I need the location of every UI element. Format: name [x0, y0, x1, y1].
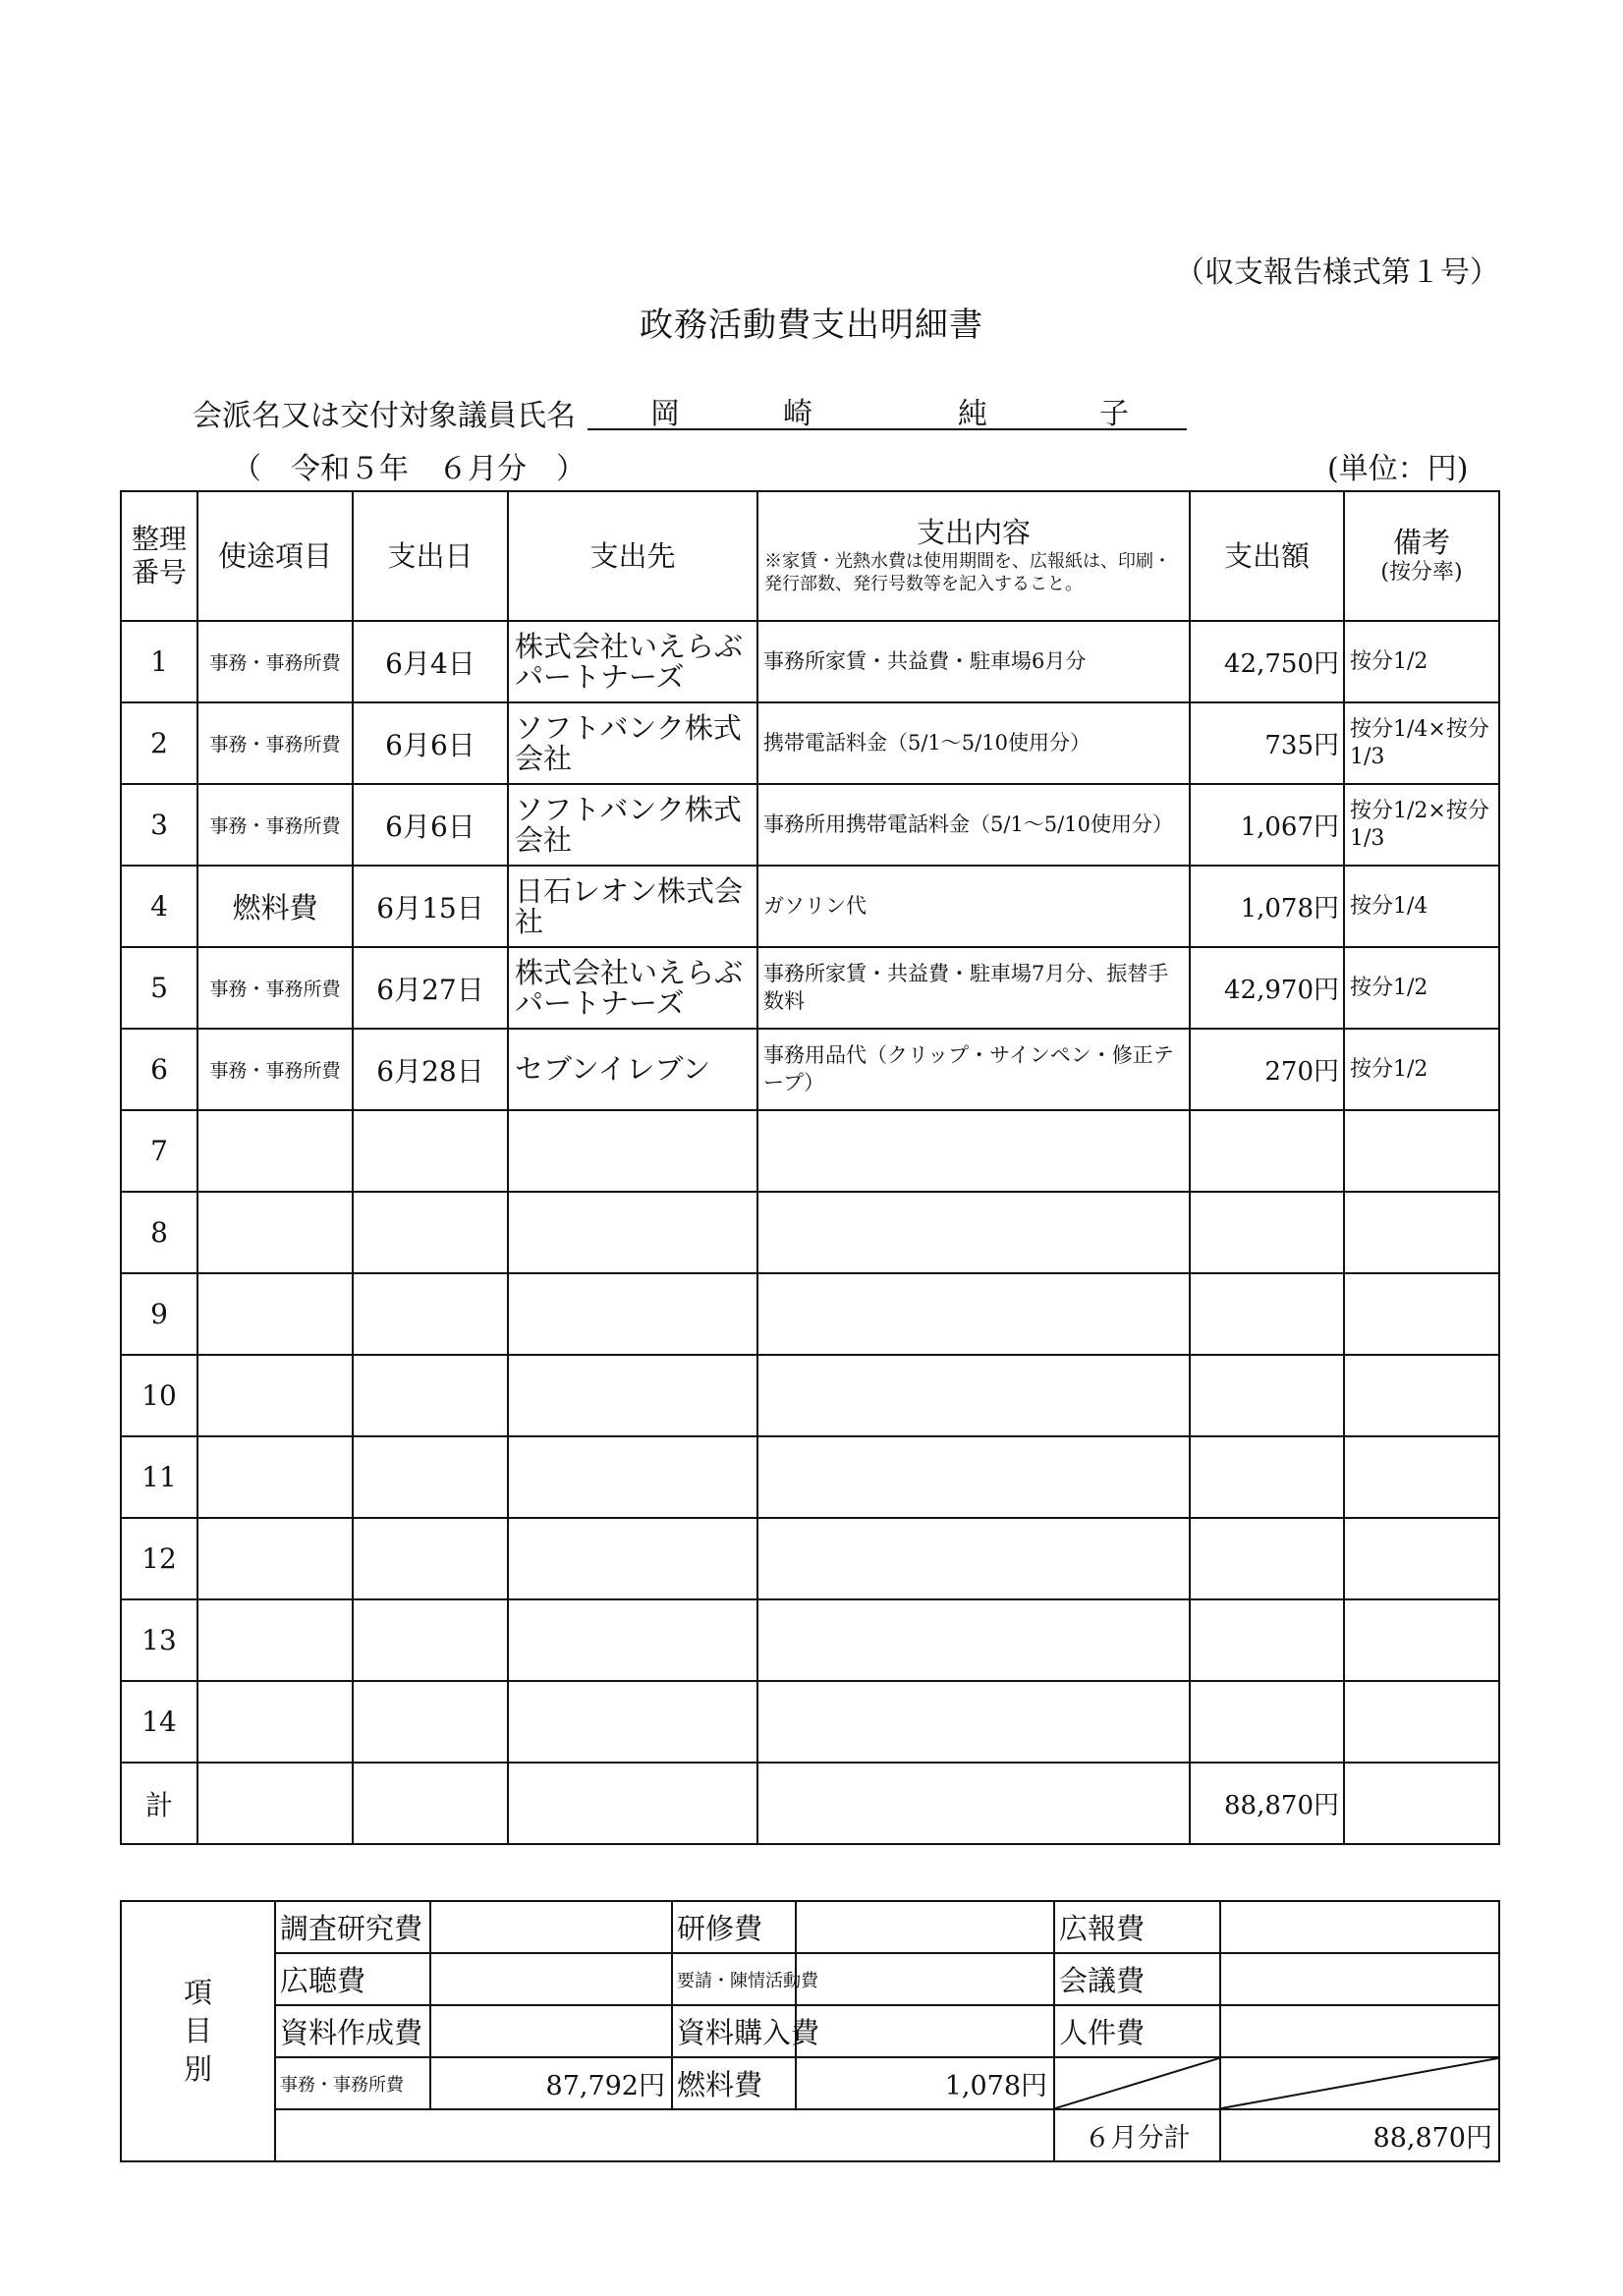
row-date: 6月6日: [353, 702, 508, 784]
row-use-category: 事務・事務所費: [197, 621, 353, 702]
row-use-category: 事務・事務所費: [197, 947, 353, 1029]
total-label: 計: [121, 1763, 197, 1844]
row-description: 事務用品代（クリップ・サインペン・修正テープ）: [757, 1029, 1190, 1110]
remarks-header-title: 備考: [1392, 526, 1450, 560]
row-date: [353, 1681, 508, 1763]
member-name-char: 子: [1099, 397, 1129, 431]
row-amount: [1190, 1518, 1344, 1599]
diagonal-blank-cell: [1220, 2057, 1499, 2109]
category-value: [796, 2005, 1054, 2057]
category-value: [1220, 1901, 1499, 1953]
row-date: 6月28日: [353, 1029, 508, 1110]
category-label: 会議費: [1054, 1953, 1220, 2005]
row-payee: 株式会社いえらぶパートナーズ: [508, 621, 757, 702]
row-payee: ソフトバンク株式会社: [508, 784, 757, 866]
category-label: 資料購入費: [672, 2005, 796, 2057]
category-value: [796, 1953, 1054, 2005]
row-description: 事務所家賃・共益費・駐車場6月分: [757, 621, 1190, 702]
category-value: [796, 1901, 1054, 1953]
row-remarks: 按分1/2: [1344, 621, 1499, 702]
col-use-header: 使途項目: [197, 491, 353, 621]
description-header-title: 支出内容: [916, 516, 1031, 550]
col-remarks-header: [1344, 491, 1499, 621]
category-value: 1,078円: [796, 2057, 1054, 2109]
blank-cell: [275, 2109, 1054, 2161]
row-payee: [508, 1436, 757, 1518]
row-amount: 42,970円: [1190, 947, 1344, 1029]
row-date: [353, 1192, 508, 1273]
diagonal-line: [1221, 2058, 1498, 2108]
table-row: [121, 1436, 1499, 1518]
category-summary-table: [120, 1900, 1500, 2162]
row-date: [353, 1273, 508, 1355]
member-label: 会派名又は交付対象議員氏名: [193, 399, 576, 433]
total-amount: 88,870円: [1190, 1763, 1344, 1844]
row-description: [757, 1518, 1190, 1599]
category-label: 広報費: [1054, 1901, 1220, 1953]
category-label: 調査研究費: [275, 1901, 430, 1953]
col-payee-header: 支出先: [508, 491, 757, 621]
side-label-char: 別: [183, 2052, 212, 2087]
category-label: 資料作成費: [275, 2005, 430, 2057]
row-payee: 株式会社いえらぶパートナーズ: [508, 947, 757, 1029]
row-use-category: 事務・事務所費: [197, 1029, 353, 1110]
col-description-header: [757, 491, 1190, 621]
category-label: 要請・陳情活動費: [672, 1953, 796, 2005]
row-remarks: 按分1/4: [1344, 866, 1499, 947]
row-amount: [1190, 1355, 1344, 1436]
row-number: 1: [121, 621, 197, 702]
row-date: [353, 1518, 508, 1599]
remarks-header-sub: (按分率): [1380, 560, 1463, 586]
row-use-category: 燃料費: [197, 866, 353, 947]
category-value: 87,792円: [430, 2057, 672, 2109]
row-use-category: 事務・事務所費: [197, 784, 353, 866]
row-date: 6月6日: [353, 784, 508, 866]
category-label: 広聴費: [275, 1953, 430, 2005]
category-value: [1220, 1953, 1499, 2005]
table-row: [121, 947, 1499, 1029]
table-row: [121, 621, 1499, 702]
diagonal-blank-cell: [1054, 2057, 1220, 2109]
member-name-char: 崎: [783, 397, 812, 431]
category-value: [430, 1901, 672, 1953]
table-row: [121, 1681, 1499, 1763]
row-description: 事務所家賃・共益費・駐車場7月分、振替手数料: [757, 947, 1190, 1029]
col-date-header: 支出日: [353, 491, 508, 621]
month-total-label: ６月分計: [1054, 2109, 1220, 2161]
row-date: [353, 1599, 508, 1681]
row-amount: 42,750円: [1190, 621, 1344, 702]
row-number: 12: [121, 1518, 197, 1599]
category-label: 事務・事務所費: [275, 2057, 430, 2109]
row-description: [757, 1599, 1190, 1681]
row-date: [353, 1110, 508, 1192]
row-use-category: [197, 1273, 353, 1355]
table-row: [121, 1599, 1499, 1681]
row-description: 携帯電話料金（5/1～5/10使用分）: [757, 702, 1190, 784]
row-use-category: 事務・事務所費: [197, 702, 353, 784]
row-amount: 1,067円: [1190, 784, 1344, 866]
table-row: [121, 784, 1499, 866]
row-description: 事務所用携帯電話料金（5/1～5/10使用分）: [757, 784, 1190, 866]
row-number: 4: [121, 866, 197, 947]
row-payee: [508, 1273, 757, 1355]
row-number: 8: [121, 1192, 197, 1273]
col-amount-header: 支出額: [1190, 491, 1344, 621]
table-row: [121, 866, 1499, 947]
row-remarks: [1344, 1110, 1499, 1192]
row-amount: [1190, 1681, 1344, 1763]
row-payee: [508, 1192, 757, 1273]
row-description: [757, 1355, 1190, 1436]
expense-table: [120, 490, 1500, 1845]
diagonal-line: [1055, 2058, 1219, 2108]
row-use-category: [197, 1436, 353, 1518]
row-description: [757, 1273, 1190, 1355]
month-total-value: 88,870円: [1220, 2109, 1499, 2161]
row-remarks: [1344, 1599, 1499, 1681]
row-remarks: [1344, 1273, 1499, 1355]
row-number: 13: [121, 1599, 197, 1681]
table-row: [121, 1029, 1499, 1110]
side-label-char: 項: [183, 1975, 212, 2009]
row-use-category: [197, 1110, 353, 1192]
table-row: [121, 1355, 1499, 1436]
row-use-category: [197, 1192, 353, 1273]
row-payee: ソフトバンク株式会社: [508, 702, 757, 784]
row-number: 9: [121, 1273, 197, 1355]
category-value: [430, 1953, 672, 2005]
table-row: [121, 1273, 1499, 1355]
row-payee: 日石レオン株式会社: [508, 866, 757, 947]
total-row: [121, 1763, 1499, 1844]
member-name-char: 純: [958, 397, 987, 431]
row-date: [353, 1355, 508, 1436]
row-amount: [1190, 1110, 1344, 1192]
row-remarks: [1344, 1355, 1499, 1436]
row-amount: [1190, 1273, 1344, 1355]
row-payee: [508, 1681, 757, 1763]
row-description: [757, 1436, 1190, 1518]
row-remarks: 按分1/4×按分1/3: [1344, 702, 1499, 784]
category-label: 人件費: [1054, 2005, 1220, 2057]
row-remarks: [1344, 1518, 1499, 1599]
row-remarks: 按分1/2: [1344, 947, 1499, 1029]
row-amount: [1190, 1192, 1344, 1273]
row-number: 5: [121, 947, 197, 1029]
row-amount: [1190, 1599, 1344, 1681]
row-use-category: [197, 1681, 353, 1763]
row-remarks: [1344, 1436, 1499, 1518]
row-date: 6月15日: [353, 866, 508, 947]
row-description: ガソリン代: [757, 866, 1190, 947]
member-name: [588, 389, 1187, 430]
form-number: （収支報告様式第１号）: [1175, 255, 1499, 290]
row-number: 14: [121, 1681, 197, 1763]
row-amount: 270円: [1190, 1029, 1344, 1110]
row-remarks: 按分1/2×按分1/3: [1344, 784, 1499, 866]
row-number: 3: [121, 784, 197, 866]
row-payee: セブンイレブン: [508, 1029, 757, 1110]
table-row: [121, 1518, 1499, 1599]
side-label-char: 目: [183, 2013, 212, 2047]
table-row: [121, 702, 1499, 784]
row-remarks: 按分1/2: [1344, 1029, 1499, 1110]
row-use-category: [197, 1518, 353, 1599]
row-description: [757, 1110, 1190, 1192]
col-number-header: 整理番号: [121, 491, 197, 621]
row-date: 6月27日: [353, 947, 508, 1029]
category-label: 研修費: [672, 1901, 796, 1953]
row-remarks: [1344, 1192, 1499, 1273]
row-payee: [508, 1518, 757, 1599]
row-payee: [508, 1110, 757, 1192]
row-description: [757, 1192, 1190, 1273]
row-use-category: [197, 1599, 353, 1681]
category-value: [1220, 2005, 1499, 2057]
row-payee: [508, 1599, 757, 1681]
category-side-label: [121, 1901, 275, 2161]
row-amount: 735円: [1190, 702, 1344, 784]
category-label: 燃料費: [672, 2057, 796, 2109]
description-header-note: ※家賃・光熱水費は使用期間を、広報紙は、印刷・発行部数、発行号数等を記入すること。: [764, 551, 1171, 595]
row-date: [353, 1436, 508, 1518]
row-date: 6月4日: [353, 621, 508, 702]
row-number: 7: [121, 1110, 197, 1192]
row-amount: 1,078円: [1190, 866, 1344, 947]
row-number: 10: [121, 1355, 197, 1436]
reporting-period: （ 令和５年 ６月分 ）: [232, 452, 586, 486]
row-number: 11: [121, 1436, 197, 1518]
document-title: 政務活動費支出明細書: [640, 306, 983, 345]
row-payee: [508, 1355, 757, 1436]
row-use-category: [197, 1355, 353, 1436]
table-header: [121, 491, 1499, 621]
member-name-char: 岡: [650, 397, 680, 431]
table-row: [121, 1110, 1499, 1192]
row-remarks: [1344, 1681, 1499, 1763]
row-number: 6: [121, 1029, 197, 1110]
row-amount: [1190, 1436, 1344, 1518]
unit-label: (単位：円): [1327, 452, 1469, 486]
category-value: [430, 2005, 672, 2057]
row-number: 2: [121, 702, 197, 784]
row-description: [757, 1681, 1190, 1763]
table-row: [121, 1192, 1499, 1273]
